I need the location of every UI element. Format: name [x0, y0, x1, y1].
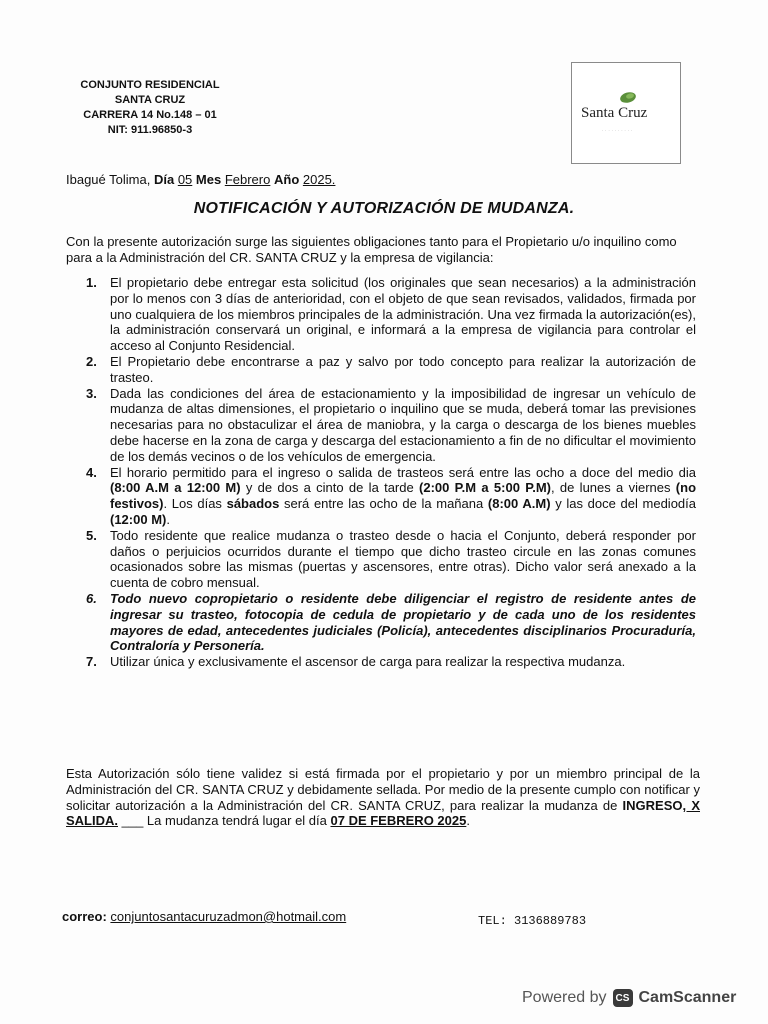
item-number: 4. — [86, 464, 97, 480]
item-number: 6. — [86, 590, 97, 606]
closing-text: Esta Autorización sólo tiene validez si está firmada por el propietario y por un miembro principal de la Administración del CR. SANTA CRUZ y debidamente sellada. Por medio de la presente cumplo con notificar y solicitar autorización a la Administración del CR. SANTA CRUZ, para realizar la mudanza de — [66, 766, 700, 813]
closing-text: La mudanza tendrá lugar el día — [146, 813, 331, 829]
list-item — [86, 275, 696, 354]
item-number: 5. — [86, 527, 97, 543]
list-item — [86, 354, 696, 386]
email-label: correo: — [62, 909, 107, 924]
list-item — [86, 654, 696, 670]
item-number: 2. — [86, 353, 97, 369]
obligations-list — [86, 275, 696, 670]
list-item — [86, 591, 696, 654]
logo-box — [571, 62, 681, 164]
letterhead-line: NIT: 911.96850-3 — [107, 124, 193, 136]
powered-by-text: Powered by — [522, 989, 607, 1006]
date-year-label: Año — [273, 172, 300, 187]
letterhead-line: CARRERA 14 No.148 – 01 — [83, 109, 217, 121]
footer-email — [62, 909, 346, 924]
intro-paragraph: Con la presente autorización surge las siguientes obligaciones tanto para el Propietario u/o inquilino como para a la Administración del CR. SANTA CRUZ y la empresa de vigilancia: — [66, 234, 677, 265]
moving-date: 07 DE FEBRERO 2025 — [330, 813, 467, 829]
footer-phone: TEL: 3136889783 — [478, 914, 587, 928]
date-month-label: Mes — [195, 172, 222, 187]
camscanner-brand: CamScanner — [638, 989, 737, 1006]
date-day-label: Día — [153, 172, 175, 187]
date-month: Febrero — [224, 172, 271, 187]
letterhead-line: SANTA CRUZ — [114, 94, 186, 106]
date-day: 05 — [177, 172, 193, 187]
document-title: NOTIFICACIÓN Y AUTORIZACIÓN DE MUDANZA. — [193, 200, 575, 217]
logo-wordmark: Santa Cruz — [581, 105, 648, 121]
dateline — [66, 172, 335, 187]
date-year: 2025. — [302, 172, 336, 187]
item-text: El Propietario debe encontrarse a paz y salvo por todo concepto para realizar la autorización de trasteo. — [110, 353, 696, 385]
logo-tagline: . . . . . . . . . . — [602, 127, 633, 132]
item-text: Todo residente que realice mudanza o trasteo desde o hacia el Conjunto, deberá responder por daños o perjuicios ocurridos durante el tiempo que dicho trasteo circule en las zonas comunes ocasionados sobre las mismas (puertas y ascensores, entre otras). Dicho valor será anexado a la cuenta de cobro mensual. — [110, 527, 696, 591]
list-item — [86, 465, 696, 528]
email-link[interactable]: conjuntosantacuruzadmon@hotmail.com — [110, 909, 347, 924]
closing-paragraph: Esta Autorización sólo tiene validez si está firmada por el propietario y por un miembro principal de la Administración del CR. SANTA CRUZ y debidamente sellada. Por medio de la presente cumplo con notificar y solicitar autorización a la Administración del CR. SANTA CRUZ, para realizar la mudanza de INGRESO, X SALIDA. ___ La mudanza tendrá lugar el día 07 DE FEBRERO 2025. — [66, 766, 700, 829]
camscanner-watermark — [522, 986, 736, 1010]
item-text: Todo nuevo copropietario o residente debe diligenciar el registro de residente antes de ingresar su trasteo, fotocopia de cedula de propietario y de cada uno de los residentes mayores de edad, antecedentes judiciales (Policía), antecedentes disciplinarios Procuraduría, Contraloría y Personería. — [110, 590, 696, 654]
list-item — [86, 528, 696, 591]
item-text: Dada las condiciones del área de estacionamiento y la imposibilidad de ingresar un vehículo de mudanza de altas dimensiones, el propietario o inquilino que se muda, deberá tomar las previsiones necesarias para no obstaculizar el área de maniobra, y la carga o descarga de los bienes muebles debe hacerse en la zona de carga y descarga del estacionamiento a fin de no dificultar el movimiento de los demás vecinos o de los vehículos de emergencia. — [110, 385, 696, 464]
item-number: 1. — [86, 275, 97, 290]
date-city: Ibagué Tolima, — [66, 172, 151, 187]
leaf-icon — [619, 91, 637, 104]
item-number: 3. — [86, 385, 97, 401]
letterhead-line: CONJUNTO RESIDENCIAL — [80, 79, 220, 91]
item-number: 7. — [86, 654, 97, 670]
camscanner-icon: CS — [613, 989, 633, 1007]
ingreso-label: INGRESO — [622, 797, 683, 813]
blank-line: ___ — [118, 813, 147, 829]
item-text: El propietario debe entregar esta solicitud (los originales que sean necesarios) a la administración por lo menos con 3 días de anterioridad, con el objeto de que sean revisados, validados, firmada por uno cualquiera de los miembros principales de la administración. Una vez firmada la autorización(es), la administración conservará un original, e informará a la empresa de vigilancia para controlar el acceso al Conjunto Residencial. — [110, 275, 696, 354]
item-text: Utilizar única y exclusivamente el ascensor de carga para realizar la respectiva mudanza. — [110, 654, 626, 670]
list-item — [86, 386, 696, 465]
salida-label: , X SALIDA. — [66, 797, 700, 829]
letterhead — [70, 78, 230, 138]
item-text: El horario permitido para el ingreso o salida de trasteos será entre las ocho a doce del medio dia (8:00 A.M a 12:00 M) y de dos a cinto de la tarde (2:00 P.M a 5:00 P.M), de lunes a viernes (no festivos). Los días sábados será entre las ocho de la mañana (8:00 A.M) y las doce del mediodía (12:00 M). — [110, 464, 697, 527]
